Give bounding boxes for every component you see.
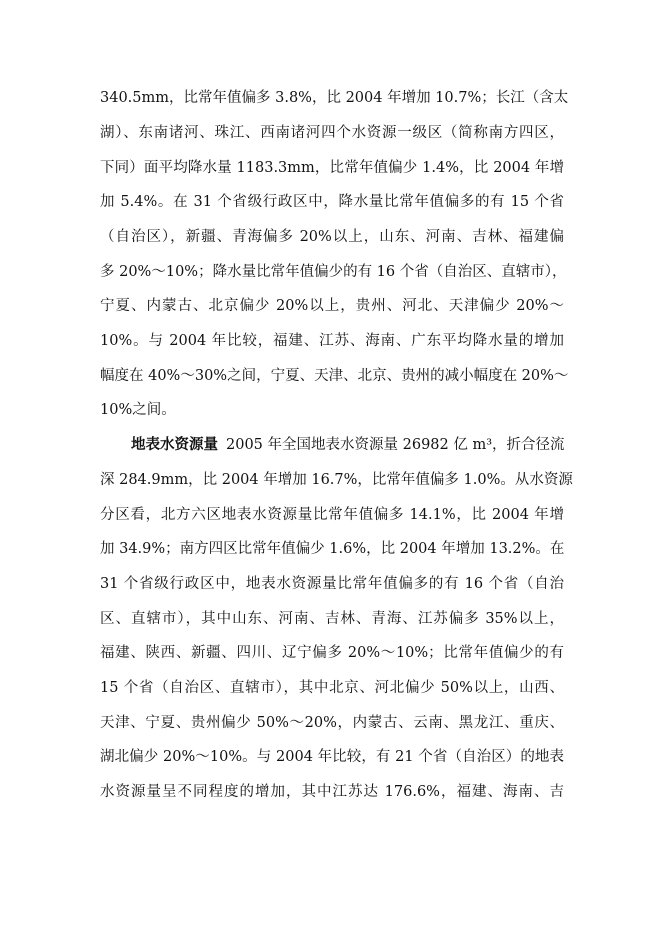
paragraph2-first-line-text: 2005 年全国地表水资源量 26982 亿 m³，折合径流	[226, 437, 565, 453]
paragraph2-line: 分区看，北方六区地表水资源量比常年值偏多 14.1%，比 2004 年增	[100, 507, 564, 523]
paragraph1-line: 340.5mm，比常年值偏多 3.8%，比 2004 年增加 10.7%；长江（含太	[100, 90, 569, 106]
paragraph2-first-line	[131, 433, 564, 457]
paragraph2-line: 湖北偏少 20%～10%。与 2004 年比较，有 21 个省（自治区）的地表	[100, 749, 564, 765]
paragraph2-line: 水资源量呈不同程度的增加，其中江苏达 176.6%，福建、海南、吉	[100, 784, 564, 800]
paragraph1-line: （自治区），新疆、青海偏多 20%以上，山东、河南、吉林、福建偏	[100, 229, 564, 245]
paragraph1-line: 多 20%～10%；降水量比常年值偏少的有 16 个省（自治区、直辖市），	[100, 264, 567, 280]
paragraph2-line: 31 个省级行政区中，地表水资源量比常年值偏多的有 16 个省（自治	[100, 576, 564, 592]
paragraph2-line: 加 34.9%；南方四区比常年值偏少 1.6%，比 2004 年增加 13.2%。在	[100, 541, 565, 557]
paragraph1-line: 湖）、东南诸河、珠江、西南诸河四个水资源一级区（简称南方四区，	[100, 125, 564, 141]
paragraph1-line: 宁夏、内蒙古、北京偏少 20%以上，贵州、河北、天津偏少 20%～	[100, 298, 564, 314]
paragraph2-line: 福建、陕西、新疆、四川、辽宁偏多 20%～10%；比常年值偏少的有	[100, 645, 564, 661]
paragraph1-line: 10%。与 2004 年比较，福建、江苏、海南、广东平均降水量的增加	[100, 333, 564, 349]
paragraph2-line: 天津、宁夏、贵州偏少 50%～20%，内蒙古、云南、黑龙江、重庆、	[100, 715, 564, 731]
paragraph1-line: 幅度在 40%～30%之间，宁夏、天津、北京、贵州的减小幅度在 20%～	[100, 368, 569, 384]
paragraph1-line: 10%之间。	[100, 402, 176, 418]
paragraph1-line: 加 5.4%。在 31 个省级行政区中，降水量比常年值偏多的有 15 个省	[100, 194, 564, 210]
paragraph2-line: 15 个省（自治区、直辖市），其中北京、河北偏少 50%以上，山西、	[100, 680, 564, 696]
paragraph1-line: 下同）面平均降水量 1183.3mm，比常年值偏少 1.4%，比 2004 年增	[100, 160, 564, 176]
paragraph2-line: 深 284.9mm，比 2004 年增加 16.7%，比常年值偏多 1.0%。从水资源	[100, 472, 573, 488]
paragraph2-line: 区、直辖市），其中山东、河南、吉林、青海、江苏偏多 35%以上，	[100, 611, 564, 627]
section-heading: 地表水资源量	[131, 437, 218, 453]
